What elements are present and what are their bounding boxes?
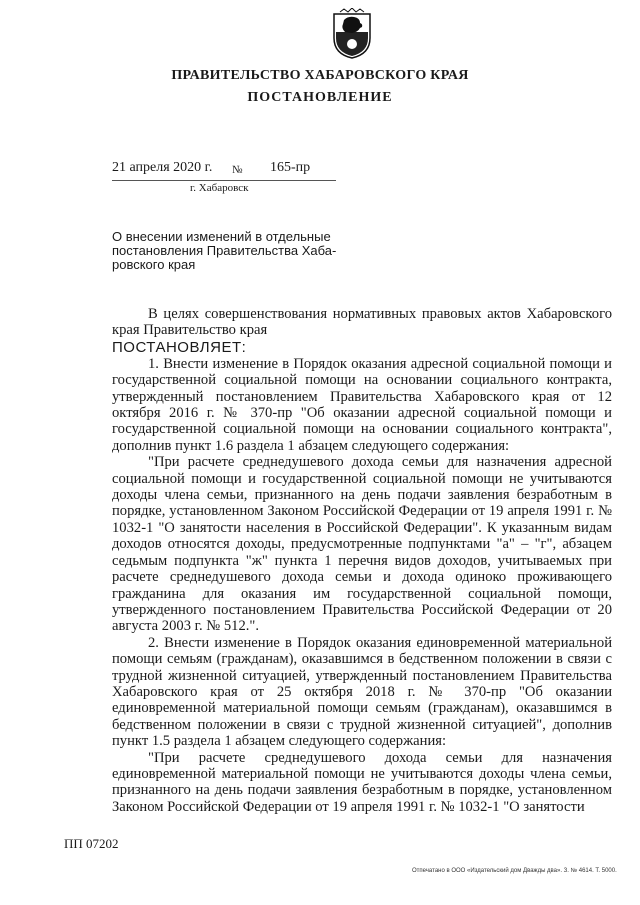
government-name: ПРАВИТЕЛЬСТВО ХАБАРОВСКОГО КРАЯ xyxy=(171,68,469,83)
document-city: г. Хабаровск xyxy=(190,182,249,194)
subject-line: постановления Правительства Хаба- xyxy=(112,243,337,258)
document-number: 165-пр xyxy=(270,160,311,175)
number-sign: № xyxy=(232,164,243,176)
khabarovsk-coat-of-arms-icon xyxy=(330,8,374,60)
subject-line: О внесении изменений в отдельные xyxy=(112,229,331,244)
paragraph-1-quote: "При расчете среднедушевого дохода семьи для назначения адресной социальной помощи и государственной социальной помощи не учитываются доходы члена семьи, признанного на день подачи заявления безработным в порядке, установленном Законом Российской Федерации от 19 апреля 1991 г. № 1032-1 "О занятости населения в Российской Федерации". К указанным видам доходов относятся доходы, предусмотренные подпунктами "а" – "г", абзацем седьмым подпункта "ж" пункта 1 перечня видов доходов, учитываемых при расчете среднедушевого дохода семьи и дохода одиноко проживающего гражданина для оказания им государственной социальной помощи, утвержденного постановлением Правительства Российской Федерации от 20 августа 2003 г. № 512.". xyxy=(112,454,612,635)
document-subject xyxy=(112,230,352,272)
date-number-row xyxy=(112,160,336,181)
intro-paragraph: В целях совершенствования нормативных правовых актов Хабаровского края Правительство края xyxy=(112,306,612,339)
decree-word: ПОСТАНОВЛЯЕТ: xyxy=(112,338,247,356)
paragraph-2-quote: "При расчете среднедушевого дохода семьи для назначения единовременной материальной помощи не учитываются доходы члена семьи, признанного на день подачи заявления безработным в порядке, установленном Законом Российской Федерации от 19 апреля 1991 г. № 1032-1 "О занятости xyxy=(112,749,612,815)
subject-line: ровского края xyxy=(112,257,196,272)
document-date: 21 апреля 2020 г. xyxy=(112,160,213,175)
document-type: ПОСТАНОВЛЕНИЕ xyxy=(247,90,393,105)
paragraph-1: 1. Внести изменение в Порядок оказания адресной социальной помощи и государственной социальной помощи на основании социального контракта, утвержденный постановлением Правительства Хабаровского края от 12 октября 2016 г. № 370-пр "Об оказании адресной социальной помощи и государственной социальной помощи на основании социального контракта", дополнив пункт 1.6 раздела 1 абзацем следующего содержания: xyxy=(112,355,612,454)
document-code: ПП 07202 xyxy=(64,836,119,851)
printed-note: Отпечатано в ООО «Издательский дом Дважды два». З. № 4614. Т. 5000. xyxy=(412,868,617,874)
paragraph-2: 2. Внести изменение в Порядок оказания единовременной материальной помощи семьям (гражданам), оказавшимся в бедственном положении в связи с трудной жизненной ситуацией, утвержденный постановлением Правительства Хабаровского края от 25 октября 2018 г. № 370-пр "Об оказании единовременной материальной помощи семьям (гражданам), оказавшимся в бедственном положении в связи с трудной жизненной ситуацией", дополнив пункт 1.5 раздела 1 абзацем следующего содержания: xyxy=(112,634,612,750)
document-body xyxy=(112,306,612,815)
